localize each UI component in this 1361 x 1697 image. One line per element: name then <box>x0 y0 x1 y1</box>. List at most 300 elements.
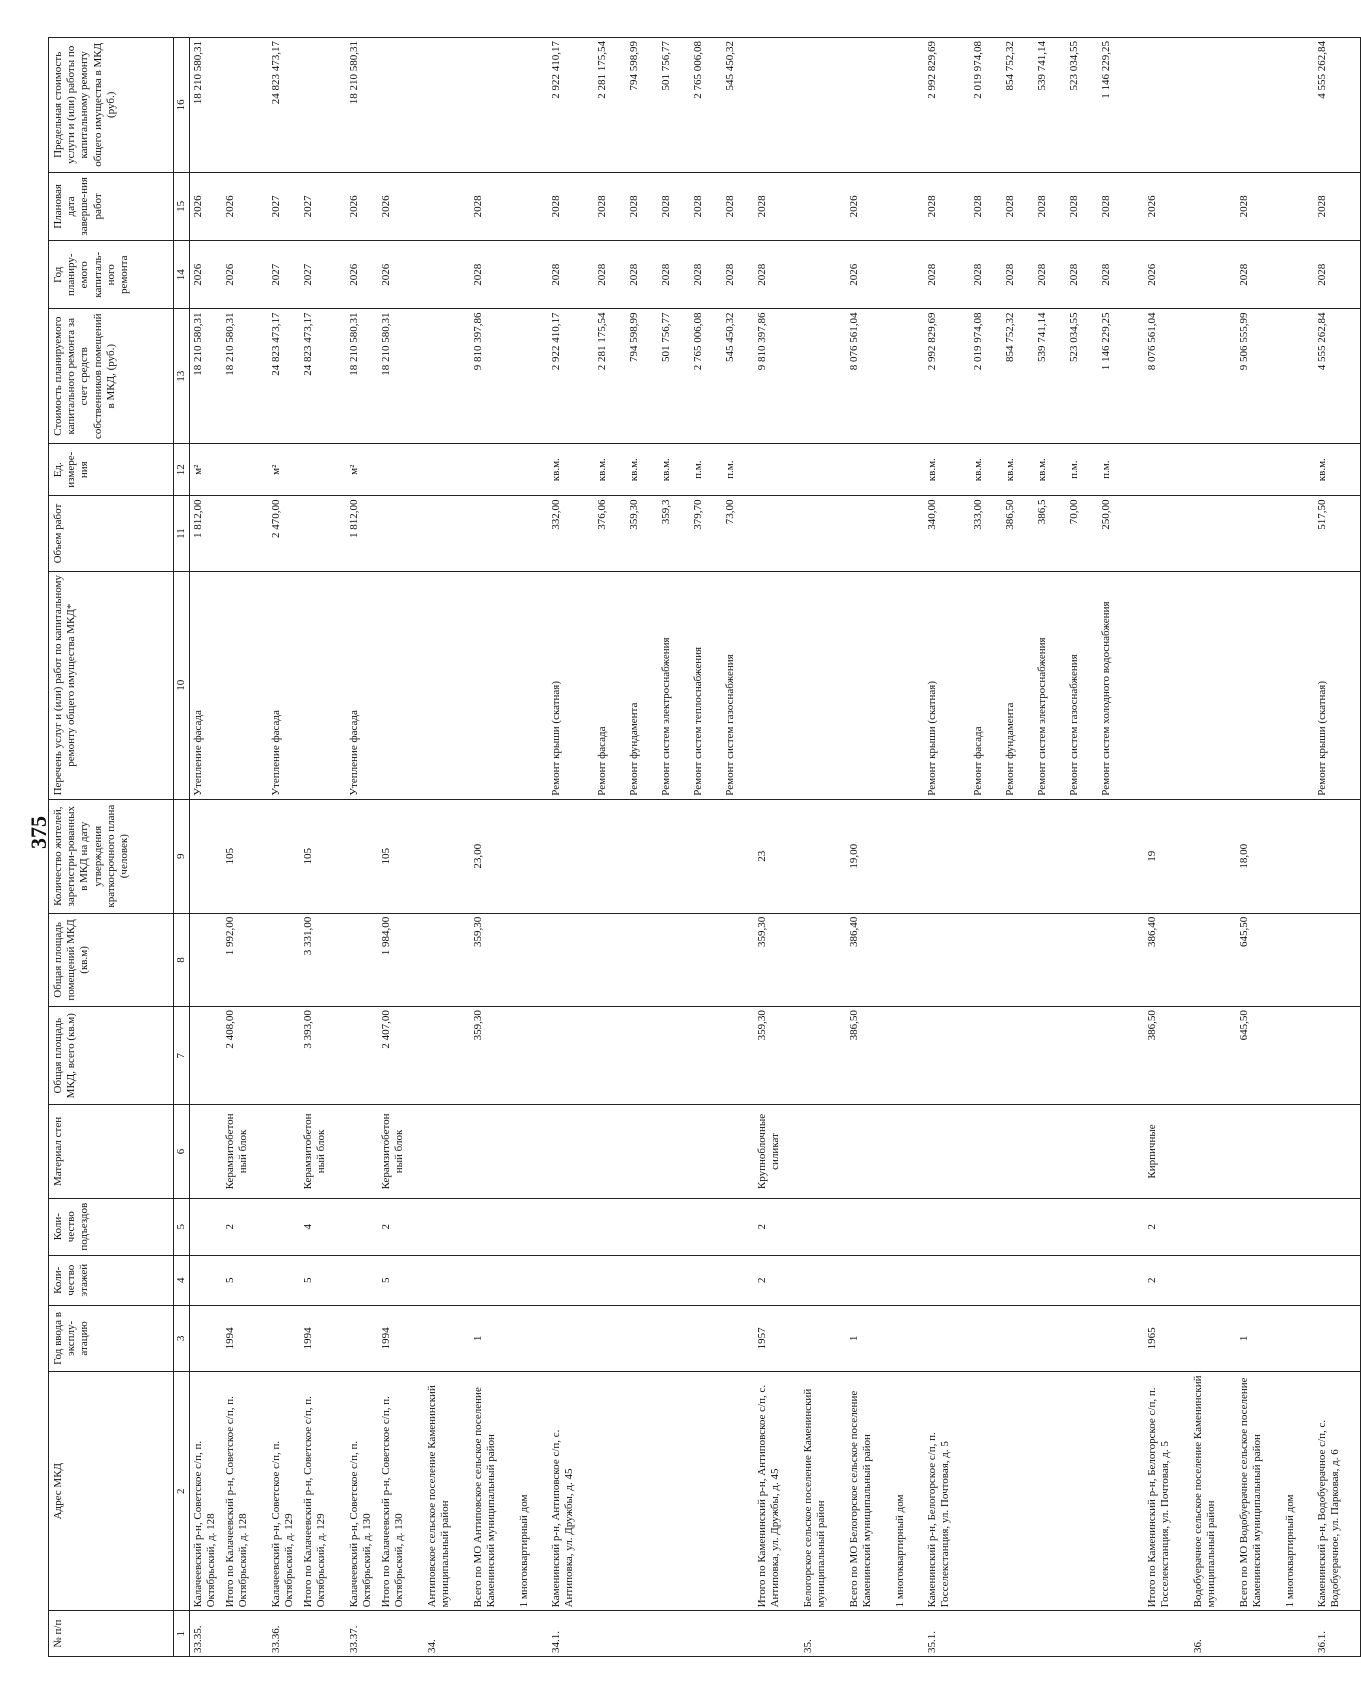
table-cell <box>754 444 800 496</box>
table-cell <box>424 799 470 913</box>
table-cell <box>548 799 594 913</box>
table-cell: 2028 <box>470 241 516 309</box>
table-cell: 8 076 561,04 <box>1144 309 1190 444</box>
table-cell <box>658 913 690 1006</box>
table-cell: 18 210 580,31 <box>190 38 223 173</box>
table-cell <box>1190 241 1236 309</box>
table-cell: 2028 <box>924 172 970 240</box>
table-cell <box>1066 1611 1098 1657</box>
table-cell <box>222 444 268 496</box>
table-cell: 36. <box>1190 1611 1236 1657</box>
table-cell <box>892 1007 924 1105</box>
table-cell <box>1236 38 1282 173</box>
table-cell: 545 450,32 <box>722 309 754 444</box>
table-cell: 2026 <box>846 241 892 309</box>
table-cell <box>300 1611 346 1657</box>
column-number: 8 <box>174 913 190 1006</box>
table-cell: 2 <box>754 1198 800 1255</box>
table-cell: 2026 <box>1144 172 1190 240</box>
table-cell <box>346 1198 378 1255</box>
table-cell <box>754 1611 800 1657</box>
table-cell: 2028 <box>924 241 970 309</box>
table-cell: 24 823 473,17 <box>268 38 300 173</box>
table-row <box>800 38 846 1657</box>
table-cell <box>690 1105 722 1198</box>
table-cell: 2028 <box>1314 241 1361 309</box>
table-cell <box>1066 1198 1098 1255</box>
table-cell <box>1190 1255 1236 1305</box>
table-cell <box>594 1371 626 1610</box>
table-cell <box>548 1305 594 1371</box>
table-cell <box>658 1611 690 1657</box>
header-cell: Перечень услуг и (или) работ по капитальному ремонту общего имущества МКД* <box>49 571 174 799</box>
table-cell: Ремонт фундамента <box>626 571 658 799</box>
table-cell <box>516 309 548 444</box>
table-cell <box>800 1198 846 1255</box>
table-cell <box>722 913 754 1006</box>
table-cell: п.м. <box>690 444 722 496</box>
table-cell <box>424 913 470 1006</box>
table-cell: 23,00 <box>470 799 516 913</box>
table-cell: 2028 <box>970 241 1002 309</box>
table-cell <box>1282 309 1314 444</box>
table-cell <box>594 1105 626 1198</box>
table-cell <box>1002 1371 1034 1610</box>
table-cell: 2028 <box>1236 241 1282 309</box>
table-cell: 4 <box>300 1198 346 1255</box>
table-cell <box>924 799 970 913</box>
table-cell <box>626 1255 658 1305</box>
table-cell <box>346 1255 378 1305</box>
table-cell <box>1282 38 1314 173</box>
table-cell <box>892 444 924 496</box>
table-cell <box>548 913 594 1006</box>
table-cell <box>722 1105 754 1198</box>
table-cell: 2 765 006,08 <box>690 38 722 173</box>
table-cell <box>424 1007 470 1105</box>
column-number: 1 <box>174 1611 190 1657</box>
table-cell: 2028 <box>548 172 594 240</box>
table-cell: 19 <box>1144 799 1190 913</box>
table-cell <box>690 913 722 1006</box>
table-cell: 2028 <box>722 172 754 240</box>
table-cell <box>1282 1305 1314 1371</box>
table-cell <box>1236 1255 1282 1305</box>
table-cell: 2028 <box>690 172 722 240</box>
table-row <box>690 38 722 1657</box>
table-row <box>268 38 300 1657</box>
table-cell <box>1034 913 1066 1006</box>
table-cell <box>1190 309 1236 444</box>
column-number-row <box>174 38 190 1657</box>
table-cell: Водобуерачное сельское поселение Каменинский муниципальный район <box>1190 1371 1236 1610</box>
table-cell: 105 <box>378 799 424 913</box>
table-cell <box>722 1371 754 1610</box>
table-cell <box>268 1105 300 1198</box>
table-cell: кв.м. <box>548 444 594 496</box>
table-cell: 2 407,00 <box>378 1007 424 1105</box>
table-cell <box>800 172 846 240</box>
table-cell: Каменинский р-н, Антиповское с/п, с. Антиповка, ул. Дружбы, д. 45 <box>548 1371 594 1610</box>
table-cell <box>378 496 424 571</box>
table-cell <box>1002 1305 1034 1371</box>
table-cell: 1 <box>470 1305 516 1371</box>
table-cell: 24 823 473,17 <box>300 309 346 444</box>
table-cell: 1965 <box>1144 1305 1190 1371</box>
table-cell <box>800 1255 846 1305</box>
header-cell: Год планиру-емого капиталь-ного ремонта <box>49 241 174 309</box>
table-cell <box>190 1255 223 1305</box>
table-cell <box>424 1305 470 1371</box>
table-cell <box>1034 1007 1066 1105</box>
table-cell <box>658 1007 690 1105</box>
table-cell <box>1314 1105 1361 1198</box>
table-row <box>722 38 754 1657</box>
table-cell <box>970 799 1002 913</box>
table-cell <box>626 1105 658 1198</box>
table-cell <box>800 1007 846 1105</box>
table-cell: 2026 <box>346 172 378 240</box>
table-cell <box>1190 799 1236 913</box>
table-cell: 386,50 <box>846 1007 892 1105</box>
table-cell: 2 992 829,69 <box>924 309 970 444</box>
table-cell <box>924 913 970 1006</box>
table-cell <box>424 1255 470 1305</box>
table-cell <box>516 1105 548 1198</box>
table-cell: Крупноблочные силикат <box>754 1105 800 1198</box>
table-cell: 1994 <box>300 1305 346 1371</box>
table-cell: Каменинский р-н, Белогорское с/п, п. Госселекстанция, ул. Почтовая, д. 5 <box>924 1371 970 1610</box>
table-cell: 250,00 <box>1098 496 1144 571</box>
table-cell: 2028 <box>1034 241 1066 309</box>
table-cell <box>626 1371 658 1610</box>
table-cell: 2 <box>222 1198 268 1255</box>
table-cell <box>754 496 800 571</box>
table-row <box>1098 38 1144 1657</box>
table-cell: 2028 <box>722 241 754 309</box>
table-row <box>346 38 378 1657</box>
table-cell <box>970 1611 1002 1657</box>
column-number: 2 <box>174 1371 190 1610</box>
table-cell <box>892 799 924 913</box>
table-cell: 2 <box>754 1255 800 1305</box>
table-cell: 645,50 <box>1236 1007 1282 1105</box>
table-cell: 1 146 229,25 <box>1098 309 1144 444</box>
table-cell <box>548 1198 594 1255</box>
table-cell <box>1098 799 1144 913</box>
header-cell: Предельная стоимость услуги и (или) работы по капитальному ремонту общего имущества в МКД (руб.) <box>49 38 174 173</box>
table-cell <box>892 571 924 799</box>
table-cell: 36.1. <box>1314 1611 1361 1657</box>
table-row <box>1282 38 1314 1657</box>
table-cell <box>722 799 754 913</box>
table-cell <box>754 38 800 173</box>
column-number: 11 <box>174 496 190 571</box>
table-cell <box>1236 496 1282 571</box>
table-cell: 33.37. <box>346 1611 378 1657</box>
table-cell: 2028 <box>1098 172 1144 240</box>
table-cell: 539 741,14 <box>1034 38 1066 173</box>
table-cell: 523 034,55 <box>1066 309 1098 444</box>
table-cell <box>1066 799 1098 913</box>
table-cell: 2028 <box>470 172 516 240</box>
table-cell <box>1034 1305 1066 1371</box>
table-cell <box>658 1198 690 1255</box>
table-cell: кв.м. <box>594 444 626 496</box>
table-cell <box>470 1198 516 1255</box>
table-cell <box>378 444 424 496</box>
table-cell: 359,30 <box>754 1007 800 1105</box>
table-cell: м² <box>346 444 378 496</box>
table-cell: 19,00 <box>846 799 892 913</box>
table-cell <box>190 1105 223 1198</box>
table-cell <box>846 1105 892 1198</box>
table-cell: 1 <box>1236 1305 1282 1371</box>
table-cell <box>424 1198 470 1255</box>
table-cell <box>892 1105 924 1198</box>
table-cell: 2028 <box>1066 172 1098 240</box>
table-cell: Ремонт систем газоснабжения <box>1066 571 1098 799</box>
table-cell <box>346 1105 378 1198</box>
table-cell <box>846 1198 892 1255</box>
table-cell: 18 210 580,31 <box>346 309 378 444</box>
table-row <box>190 38 223 1657</box>
table-cell: 386,40 <box>846 913 892 1006</box>
table-cell: 2028 <box>594 241 626 309</box>
table-cell <box>1314 1007 1361 1105</box>
table-cell <box>970 1255 1002 1305</box>
table-cell: 2028 <box>548 241 594 309</box>
table-cell <box>516 799 548 913</box>
table-cell: Ремонт фасада <box>970 571 1002 799</box>
table-cell <box>516 172 548 240</box>
table-cell: 2028 <box>658 241 690 309</box>
table-cell: 1 146 229,25 <box>1098 38 1144 173</box>
table-cell: 2 408,00 <box>222 1007 268 1105</box>
table-cell <box>190 1198 223 1255</box>
table-cell: 545 450,32 <box>722 38 754 173</box>
table-cell: 2 019 974,08 <box>970 309 1002 444</box>
table-cell <box>516 496 548 571</box>
table-cell <box>1236 1611 1282 1657</box>
table-cell <box>1002 799 1034 913</box>
column-number: 15 <box>174 172 190 240</box>
table-cell: 2 470,00 <box>268 496 300 571</box>
table-cell <box>924 1198 970 1255</box>
table-cell <box>800 913 846 1006</box>
table-cell <box>970 1371 1002 1610</box>
table-cell: Каменинский р-н, Водобуерачное с/п, с. Водобуерачное, ул. Парковая, д. 6 <box>1314 1371 1361 1610</box>
table-cell <box>1098 1198 1144 1255</box>
table-cell <box>924 1007 970 1105</box>
table-cell <box>1236 1105 1282 1198</box>
table-cell: 2 922 410,17 <box>548 309 594 444</box>
table-cell <box>658 1305 690 1371</box>
table-cell <box>892 913 924 1006</box>
table-cell: 332,00 <box>548 496 594 571</box>
table-cell: Ремонт систем теплоснабжения <box>690 571 722 799</box>
table-cell: 2026 <box>190 172 223 240</box>
column-number: 4 <box>174 1255 190 1305</box>
table-cell: Керамзитобетон ный блок <box>222 1105 268 1198</box>
table-cell <box>970 1305 1002 1371</box>
table-cell <box>846 1255 892 1305</box>
table-cell <box>1282 172 1314 240</box>
table-cell: Ремонт систем электроснабжения <box>1034 571 1066 799</box>
table-cell <box>892 172 924 240</box>
table-cell <box>800 309 846 444</box>
table-cell: Утепление фасада <box>346 571 378 799</box>
table-cell <box>470 1611 516 1657</box>
table-cell <box>1034 799 1066 913</box>
table-cell: 3 393,00 <box>300 1007 346 1105</box>
table-cell: 18 210 580,31 <box>190 309 223 444</box>
column-number: 3 <box>174 1305 190 1371</box>
table-cell: 2028 <box>754 241 800 309</box>
table-cell <box>1190 1007 1236 1105</box>
table-cell: Керамзитобетон ный блок <box>300 1105 346 1198</box>
table-cell <box>516 1007 548 1105</box>
table-cell <box>1066 1255 1098 1305</box>
header-cell: Коли-чество подъездов <box>49 1198 174 1255</box>
table-cell <box>594 1255 626 1305</box>
table-cell: 386,50 <box>1002 496 1034 571</box>
table-cell <box>1034 1371 1066 1610</box>
table-cell: 517,50 <box>1314 496 1361 571</box>
table-cell <box>516 1198 548 1255</box>
table-cell <box>594 1611 626 1657</box>
table-cell: Ремонт фундамента <box>1002 571 1034 799</box>
table-cell: Ремонт крыши (скатная) <box>924 571 970 799</box>
table-cell <box>1066 913 1098 1006</box>
table-cell: 35.1. <box>924 1611 970 1657</box>
table-cell: Кирпичные <box>1144 1105 1190 1198</box>
table-cell <box>424 496 470 571</box>
table-cell <box>800 1105 846 1198</box>
table-cell: м² <box>268 444 300 496</box>
table-row <box>658 38 690 1657</box>
table-cell: 2027 <box>268 172 300 240</box>
table-cell <box>658 1105 690 1198</box>
table-cell <box>548 1105 594 1198</box>
table-cell: 501 756,77 <box>658 38 690 173</box>
header-cell: Год ввода в эксплу-атацию <box>49 1305 174 1371</box>
table-row <box>1002 38 1034 1657</box>
table-cell <box>268 799 300 913</box>
table-cell <box>892 241 924 309</box>
table-cell: кв.м. <box>626 444 658 496</box>
table-cell: 34. <box>424 1611 470 1657</box>
table-cell <box>222 571 268 799</box>
table-cell: 386,40 <box>1144 913 1190 1006</box>
table-cell <box>690 1305 722 1371</box>
table-cell <box>1066 1371 1098 1610</box>
table-cell: 386,5 <box>1034 496 1066 571</box>
table-cell: 2026 <box>378 241 424 309</box>
table-cell <box>1002 1105 1034 1198</box>
table-cell <box>1190 172 1236 240</box>
table-cell: 359,3 <box>658 496 690 571</box>
table-cell: 1 984,00 <box>378 913 424 1006</box>
table-cell <box>1236 1198 1282 1255</box>
table-cell: 33.36. <box>268 1611 300 1657</box>
table-cell <box>222 38 268 173</box>
header-cell: Количество жителей, зарегистри-рованных в МКД на дату утверждения краткосрочного плана (человек) <box>49 799 174 913</box>
table-cell <box>424 571 470 799</box>
table-row <box>1314 38 1361 1657</box>
table-cell <box>970 1105 1002 1198</box>
table-cell <box>470 571 516 799</box>
table-cell <box>658 799 690 913</box>
table-cell <box>722 1305 754 1371</box>
table-cell <box>800 38 846 173</box>
table-cell <box>626 1305 658 1371</box>
table-cell <box>1034 1105 1066 1198</box>
table-cell <box>1190 496 1236 571</box>
table-cell: Итого по Каменинский р-н, Белогорское с/п, п. Госселекстанция, ул. Почтовая, д. 5 <box>1144 1371 1190 1610</box>
table-row <box>594 38 626 1657</box>
table-cell: Ремонт крыши (скатная) <box>1314 571 1361 799</box>
table-cell: 2 <box>378 1198 424 1255</box>
table-cell: 5 <box>300 1255 346 1305</box>
table-cell <box>1034 1255 1066 1305</box>
table-cell: 2028 <box>690 241 722 309</box>
column-number: 14 <box>174 241 190 309</box>
table-cell: Всего по МО Водобуерачное сельское поселение Каменинский муниципальный район <box>1236 1371 1282 1610</box>
table-cell <box>1190 1105 1236 1198</box>
table-cell: 2028 <box>1314 172 1361 240</box>
table-cell: 18,00 <box>1236 799 1282 913</box>
table-cell: 2 922 410,17 <box>548 38 594 173</box>
table-cell <box>268 1255 300 1305</box>
table-cell: 2026 <box>378 172 424 240</box>
table-cell <box>892 38 924 173</box>
header-cell: Ед. измере-ния <box>49 444 174 496</box>
table-row <box>1034 38 1066 1657</box>
table-cell: 2028 <box>1002 172 1034 240</box>
table-cell <box>548 1007 594 1105</box>
table-cell: 1 многоквартирный дом <box>892 1371 924 1610</box>
table-cell: 4 555 262,84 <box>1314 309 1361 444</box>
table-cell: 4 555 262,84 <box>1314 38 1361 173</box>
table-cell <box>690 799 722 913</box>
table-cell: 105 <box>222 799 268 913</box>
table-cell <box>924 1105 970 1198</box>
table-cell <box>424 444 470 496</box>
table-cell <box>800 1305 846 1371</box>
table-cell <box>800 241 846 309</box>
table-cell: 2028 <box>1098 241 1144 309</box>
table-cell: п.м. <box>1098 444 1144 496</box>
table-cell: 1 812,00 <box>346 496 378 571</box>
table-cell: Калачеевский р-н, Советское с/п, п. Октябрьский, д. 128 <box>190 1371 223 1610</box>
table-cell <box>1066 1007 1098 1105</box>
table-cell: 1 992,00 <box>222 913 268 1006</box>
table-cell <box>346 799 378 913</box>
table-cell <box>722 1255 754 1305</box>
table-cell: 9 810 397,86 <box>470 309 516 444</box>
table-cell <box>1282 1007 1314 1105</box>
table-cell: 2027 <box>300 241 346 309</box>
table-row <box>754 38 800 1657</box>
table-cell <box>1282 913 1314 1006</box>
column-number: 9 <box>174 799 190 913</box>
table-cell <box>970 1198 1002 1255</box>
table-cell <box>1236 444 1282 496</box>
table-cell: Итого по Каменинский р-н, Антиповское с/п, с. Антиповка, ул. Дружбы, д. 45 <box>754 1371 800 1610</box>
table-cell <box>800 496 846 571</box>
table-cell <box>516 1255 548 1305</box>
